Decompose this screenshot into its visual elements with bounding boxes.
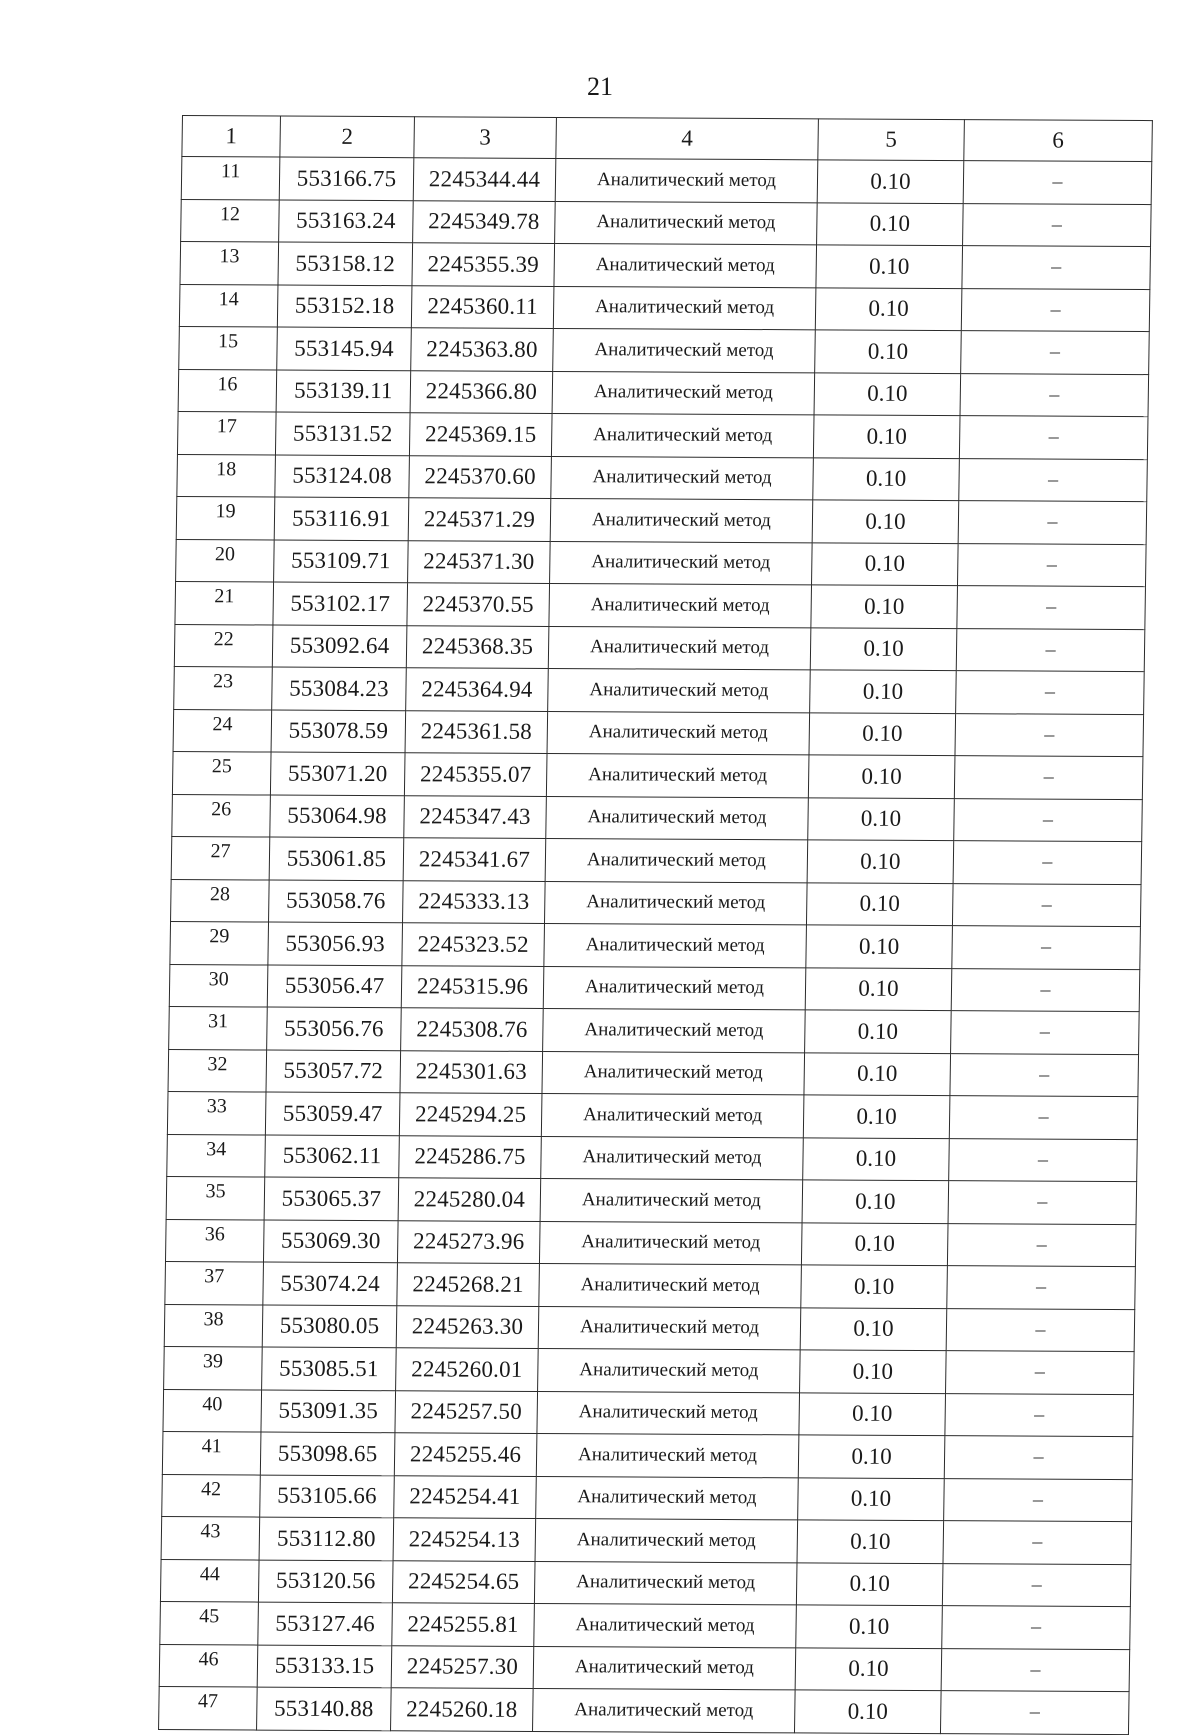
table-row <box>159 1644 1130 1692</box>
table-row <box>163 1389 1134 1437</box>
y-coordinate-cell: 2245360.11 <box>411 285 554 328</box>
y-coordinate-cell: 2245268.21 <box>397 1263 540 1306</box>
accuracy-cell: 0.10 <box>812 542 959 585</box>
x-coordinate-cell: 553091.35 <box>261 1390 396 1433</box>
column-header-3: 3 <box>414 117 557 159</box>
y-coordinate-cell: 2245273.96 <box>397 1220 540 1263</box>
table-row <box>161 1517 1132 1565</box>
point-number-cell: 12 <box>181 199 280 242</box>
point-number-cell: 25 <box>172 752 271 795</box>
accuracy-cell: 0.10 <box>805 967 952 1010</box>
y-coordinate-cell: 2245371.29 <box>408 498 551 541</box>
point-number-cell: 27 <box>171 837 270 880</box>
note-cell: – <box>956 671 1145 714</box>
table-row <box>174 624 1145 672</box>
x-coordinate-cell: 553140.88 <box>257 1687 392 1730</box>
note-cell: – <box>944 1478 1133 1521</box>
x-coordinate-cell: 553069.30 <box>263 1220 398 1263</box>
point-number-cell: 18 <box>177 454 276 497</box>
method-cell: Аналитический метод <box>537 1391 800 1435</box>
method-cell: Аналитический метод <box>538 1349 801 1393</box>
x-coordinate-cell: 553071.20 <box>270 752 405 795</box>
x-coordinate-cell: 553074.24 <box>263 1262 398 1305</box>
method-cell: Аналитический метод <box>543 966 806 1010</box>
accuracy-cell: 0.10 <box>813 415 960 458</box>
point-number-cell: 23 <box>174 667 273 710</box>
note-cell: – <box>960 373 1149 416</box>
point-number-cell: 13 <box>180 242 279 285</box>
note-cell: – <box>951 1011 1140 1054</box>
accuracy-cell: 0.10 <box>810 670 957 713</box>
x-coordinate-cell: 553057.72 <box>266 1050 401 1093</box>
note-cell: – <box>950 1053 1139 1096</box>
x-coordinate-cell: 553080.05 <box>262 1305 397 1348</box>
y-coordinate-cell: 2245257.50 <box>395 1390 538 1433</box>
x-coordinate-cell: 553105.66 <box>260 1475 395 1518</box>
x-coordinate-cell: 553085.51 <box>262 1347 397 1390</box>
table-row <box>162 1432 1133 1480</box>
point-number-cell: 19 <box>176 497 275 540</box>
accuracy-cell: 0.10 <box>815 287 962 330</box>
method-cell: Аналитический метод <box>539 1221 802 1265</box>
x-coordinate-cell: 553139.11 <box>276 370 411 413</box>
method-cell: Аналитический метод <box>538 1306 801 1350</box>
y-coordinate-cell: 2245301.63 <box>400 1050 543 1093</box>
note-cell: – <box>947 1223 1136 1266</box>
table-row <box>172 794 1143 842</box>
x-coordinate-cell: 553152.18 <box>277 285 412 328</box>
accuracy-cell: 0.10 <box>794 1690 941 1733</box>
method-cell: Аналитический метод <box>553 328 816 372</box>
x-coordinate-cell: 553056.76 <box>267 1007 402 1050</box>
accuracy-cell: 0.10 <box>803 1095 950 1138</box>
y-coordinate-cell: 2245280.04 <box>398 1178 541 1221</box>
x-coordinate-cell: 553061.85 <box>269 837 404 880</box>
accuracy-cell: 0.10 <box>812 500 959 543</box>
accuracy-cell: 0.10 <box>813 457 960 500</box>
note-cell: – <box>963 203 1152 246</box>
note-cell: – <box>943 1521 1132 1564</box>
y-coordinate-cell: 2245361.58 <box>405 710 548 753</box>
point-number-cell: 21 <box>175 582 274 625</box>
note-cell: – <box>944 1436 1133 1479</box>
point-number-cell: 39 <box>164 1347 263 1390</box>
point-number-cell: 34 <box>167 1134 266 1177</box>
point-number-cell: 40 <box>163 1389 262 1432</box>
y-coordinate-cell: 2245347.43 <box>404 795 547 838</box>
note-cell: – <box>957 586 1146 629</box>
y-coordinate-cell: 2245263.30 <box>396 1305 539 1348</box>
point-number-cell: 46 <box>159 1644 258 1687</box>
method-cell: Аналитический метод <box>547 711 810 755</box>
accuracy-cell: 0.10 <box>808 797 955 840</box>
coordinates-table-wrapper <box>158 115 1152 1735</box>
note-cell: – <box>942 1563 1131 1606</box>
note-cell: – <box>959 416 1148 459</box>
accuracy-cell: 0.10 <box>817 160 964 203</box>
point-number-cell: 28 <box>171 879 270 922</box>
x-coordinate-cell: 553058.76 <box>269 880 404 923</box>
method-cell: Аналитический метод <box>545 838 808 882</box>
y-coordinate-cell: 2245364.94 <box>406 668 549 711</box>
method-cell: Аналитический метод <box>535 1519 798 1563</box>
accuracy-cell: 0.10 <box>806 882 953 925</box>
accuracy-cell: 0.10 <box>797 1520 944 1563</box>
table-row <box>171 837 1142 885</box>
accuracy-cell: 0.10 <box>795 1647 942 1690</box>
table-row <box>164 1347 1135 1395</box>
note-cell: – <box>962 246 1151 289</box>
note-cell: – <box>954 798 1143 841</box>
y-coordinate-cell: 2245260.01 <box>396 1348 539 1391</box>
method-cell: Аналитический метод <box>542 1051 805 1095</box>
point-number-cell: 44 <box>160 1559 259 1602</box>
accuracy-cell: 0.10 <box>798 1435 945 1478</box>
method-cell: Аналитический метод <box>543 1008 806 1052</box>
table-row <box>160 1602 1131 1650</box>
table-row <box>177 454 1148 502</box>
y-coordinate-cell: 2245368.35 <box>406 625 549 668</box>
x-coordinate-cell: 553065.37 <box>264 1177 399 1220</box>
table-row <box>181 199 1152 247</box>
column-header-6: 6 <box>964 120 1153 162</box>
accuracy-cell: 0.10 <box>808 755 955 798</box>
method-cell: Аналитический метод <box>549 583 812 627</box>
method-cell: Аналитический метод <box>536 1434 799 1478</box>
accuracy-cell: 0.10 <box>801 1222 948 1265</box>
y-coordinate-cell: 2245255.81 <box>392 1603 535 1646</box>
accuracy-cell: 0.10 <box>799 1392 946 1435</box>
method-cell: Аналитический метод <box>544 881 807 925</box>
table-row <box>179 284 1150 332</box>
table-row <box>164 1304 1135 1352</box>
table-row <box>169 1007 1140 1055</box>
point-number-cell: 35 <box>166 1177 265 1220</box>
table-row <box>174 667 1145 715</box>
table-row <box>175 582 1146 630</box>
point-number-cell: 31 <box>169 1007 268 1050</box>
y-coordinate-cell: 2245333.13 <box>403 880 546 923</box>
point-number-cell: 36 <box>165 1219 264 1262</box>
table-row <box>169 964 1140 1012</box>
x-coordinate-cell: 553056.47 <box>267 965 402 1008</box>
method-cell: Аналитический метод <box>541 1093 804 1137</box>
accuracy-cell: 0.10 <box>806 925 953 968</box>
y-coordinate-cell: 2245369.15 <box>409 413 552 456</box>
note-cell: – <box>949 1096 1138 1139</box>
accuracy-cell: 0.10 <box>809 712 956 755</box>
method-cell: Аналитический метод <box>546 753 809 797</box>
x-coordinate-cell: 553163.24 <box>279 200 414 243</box>
accuracy-cell: 0.10 <box>805 1010 952 1053</box>
method-cell: Аналитический метод <box>539 1263 802 1307</box>
column-header-1: 1 <box>182 116 281 158</box>
point-number-cell: 33 <box>167 1092 266 1135</box>
method-cell: Аналитический метод <box>550 498 813 542</box>
x-coordinate-cell: 553092.64 <box>272 625 407 668</box>
method-cell: Аналитический метод <box>533 1646 796 1690</box>
accuracy-cell: 0.10 <box>800 1350 947 1393</box>
table-row <box>170 922 1141 970</box>
point-number-cell: 42 <box>162 1474 261 1517</box>
point-number-cell: 24 <box>173 709 272 752</box>
table-row <box>180 242 1151 290</box>
table-row <box>165 1262 1136 1310</box>
y-coordinate-cell: 2245370.55 <box>407 583 550 626</box>
method-cell: Аналитический метод <box>534 1604 797 1648</box>
y-coordinate-cell: 2245363.80 <box>411 328 554 371</box>
note-cell: – <box>957 543 1146 586</box>
point-number-cell: 29 <box>170 922 269 965</box>
y-coordinate-cell: 2245315.96 <box>401 965 544 1008</box>
accuracy-cell: 0.10 <box>815 330 962 373</box>
x-coordinate-cell: 553098.65 <box>260 1432 395 1475</box>
y-coordinate-cell: 2245254.41 <box>394 1475 537 1518</box>
method-cell: Аналитический метод <box>544 923 807 967</box>
accuracy-cell: 0.10 <box>802 1180 949 1223</box>
note-cell: – <box>955 713 1144 756</box>
page-number: 21 <box>587 72 613 101</box>
x-coordinate-cell: 553166.75 <box>279 157 414 200</box>
note-cell: – <box>945 1393 1134 1436</box>
method-cell: Аналитический метод <box>548 626 811 670</box>
x-coordinate-cell: 553078.59 <box>271 710 406 753</box>
table-row <box>178 369 1149 417</box>
method-cell: Аналитический метод <box>536 1476 799 1520</box>
note-cell: – <box>949 1138 1138 1181</box>
x-coordinate-cell: 553064.98 <box>270 795 405 838</box>
x-coordinate-cell: 553084.23 <box>272 667 407 710</box>
table-row <box>166 1177 1137 1225</box>
y-coordinate-cell: 2245254.13 <box>393 1518 536 1561</box>
method-cell: Аналитический метод <box>554 243 817 287</box>
accuracy-cell: 0.10 <box>807 840 954 883</box>
note-cell: – <box>942 1606 1131 1649</box>
point-number-cell: 41 <box>162 1432 261 1475</box>
y-coordinate-cell: 2245308.76 <box>401 1008 544 1051</box>
accuracy-cell: 0.10 <box>804 1052 951 1095</box>
y-coordinate-cell: 2245349.78 <box>413 200 556 243</box>
table-row <box>167 1092 1138 1140</box>
point-number-cell: 47 <box>159 1687 258 1730</box>
note-cell: – <box>940 1691 1129 1734</box>
method-cell: Аналитический метод <box>548 668 811 712</box>
note-cell: – <box>961 331 1150 374</box>
accuracy-cell: 0.10 <box>801 1265 948 1308</box>
note-cell: – <box>946 1308 1135 1351</box>
table-row <box>171 879 1142 927</box>
y-coordinate-cell: 2245257.30 <box>391 1645 534 1688</box>
note-cell: – <box>954 756 1143 799</box>
y-coordinate-cell: 2245344.44 <box>413 158 556 201</box>
column-header-4: 4 <box>556 117 819 159</box>
method-cell: Аналитический метод <box>551 413 814 457</box>
x-coordinate-cell: 553056.93 <box>268 922 403 965</box>
table-row <box>177 412 1148 460</box>
method-cell: Аналитический метод <box>546 796 809 840</box>
y-coordinate-cell: 2245323.52 <box>402 923 545 966</box>
method-cell: Аналитический метод <box>552 371 815 415</box>
accuracy-cell: 0.10 <box>814 372 961 415</box>
y-coordinate-cell: 2245255.46 <box>394 1433 537 1476</box>
table-row <box>179 327 1150 375</box>
note-cell: – <box>946 1351 1135 1394</box>
method-cell: Аналитический метод <box>541 1136 804 1180</box>
method-cell: Аналитический метод <box>551 456 814 500</box>
point-number-cell: 17 <box>177 412 276 455</box>
method-cell: Аналитический метод <box>534 1561 797 1605</box>
method-cell: Аналитический метод <box>550 541 813 585</box>
x-coordinate-cell: 553145.94 <box>277 327 412 370</box>
y-coordinate-cell: 2245371.30 <box>408 540 551 583</box>
x-coordinate-cell: 553109.71 <box>274 540 409 583</box>
point-number-cell: 11 <box>181 157 280 200</box>
coordinates-table <box>158 115 1153 1735</box>
accuracy-cell: 0.10 <box>816 245 963 288</box>
y-coordinate-cell: 2245366.80 <box>410 370 553 413</box>
x-coordinate-cell: 553112.80 <box>259 1517 394 1560</box>
note-cell: – <box>963 161 1152 204</box>
method-cell: Аналитический метод <box>540 1178 803 1222</box>
table-body <box>159 157 1152 1735</box>
note-cell: – <box>947 1266 1136 1309</box>
column-header-2: 2 <box>280 116 415 158</box>
y-coordinate-cell: 2245286.75 <box>399 1135 542 1178</box>
point-number-cell: 30 <box>169 964 268 1007</box>
accuracy-cell: 0.10 <box>798 1477 945 1520</box>
x-coordinate-cell: 553116.91 <box>274 497 409 540</box>
note-cell: – <box>958 501 1147 544</box>
accuracy-cell: 0.10 <box>796 1605 943 1648</box>
point-number-cell: 26 <box>172 794 271 837</box>
table-header-row <box>182 116 1153 162</box>
accuracy-cell: 0.10 <box>810 627 957 670</box>
table-row <box>176 539 1147 587</box>
note-cell: – <box>956 628 1145 671</box>
point-number-cell: 15 <box>179 327 278 370</box>
method-cell: Аналитический метод <box>553 286 816 330</box>
x-coordinate-cell: 553133.15 <box>257 1645 392 1688</box>
note-cell: – <box>959 458 1148 501</box>
point-number-cell: 43 <box>161 1517 260 1560</box>
table-row <box>165 1219 1136 1267</box>
note-cell: – <box>952 926 1141 969</box>
y-coordinate-cell: 2245341.67 <box>403 838 546 881</box>
table-row <box>172 752 1143 800</box>
accuracy-cell: 0.10 <box>803 1137 950 1180</box>
point-number-cell: 14 <box>179 284 278 327</box>
x-coordinate-cell: 553062.11 <box>265 1135 400 1178</box>
x-coordinate-cell: 553158.12 <box>278 242 413 285</box>
method-cell: Аналитический метод <box>555 201 818 245</box>
table-row <box>159 1687 1130 1735</box>
y-coordinate-cell: 2245355.39 <box>412 243 555 286</box>
point-number-cell: 37 <box>165 1262 264 1305</box>
table-row <box>173 709 1144 757</box>
x-coordinate-cell: 553102.17 <box>273 582 408 625</box>
accuracy-cell: 0.10 <box>796 1562 943 1605</box>
accuracy-cell: 0.10 <box>811 585 958 628</box>
x-coordinate-cell: 553131.52 <box>275 412 410 455</box>
y-coordinate-cell: 2245355.07 <box>404 753 547 796</box>
point-number-cell: 22 <box>174 624 273 667</box>
note-cell: – <box>948 1181 1137 1224</box>
table-row <box>162 1474 1133 1522</box>
table-row <box>176 497 1147 545</box>
y-coordinate-cell: 2245294.25 <box>399 1093 542 1136</box>
note-cell: – <box>941 1648 1130 1691</box>
method-cell: Аналитический метод <box>555 158 818 202</box>
table-row <box>168 1049 1139 1097</box>
note-cell: – <box>952 883 1141 926</box>
point-number-cell: 32 <box>168 1049 267 1092</box>
table-row <box>181 157 1152 205</box>
point-number-cell: 45 <box>160 1602 259 1645</box>
note-cell: – <box>951 968 1140 1011</box>
x-coordinate-cell: 553120.56 <box>258 1560 393 1603</box>
y-coordinate-cell: 2245370.60 <box>409 455 552 498</box>
table-row <box>160 1559 1131 1607</box>
note-cell: – <box>961 288 1150 331</box>
table-row <box>167 1134 1138 1182</box>
x-coordinate-cell: 553059.47 <box>265 1092 400 1135</box>
y-coordinate-cell: 2245254.65 <box>392 1560 535 1603</box>
method-cell: Аналитический метод <box>533 1689 796 1733</box>
x-coordinate-cell: 553127.46 <box>258 1602 393 1645</box>
point-number-cell: 16 <box>178 369 277 412</box>
column-header-5: 5 <box>818 119 965 161</box>
point-number-cell: 20 <box>176 539 275 582</box>
y-coordinate-cell: 2245260.18 <box>391 1688 534 1731</box>
x-coordinate-cell: 553124.08 <box>275 455 410 498</box>
point-number-cell: 38 <box>164 1304 263 1347</box>
note-cell: – <box>953 841 1142 884</box>
accuracy-cell: 0.10 <box>800 1307 947 1350</box>
accuracy-cell: 0.10 <box>817 202 964 245</box>
